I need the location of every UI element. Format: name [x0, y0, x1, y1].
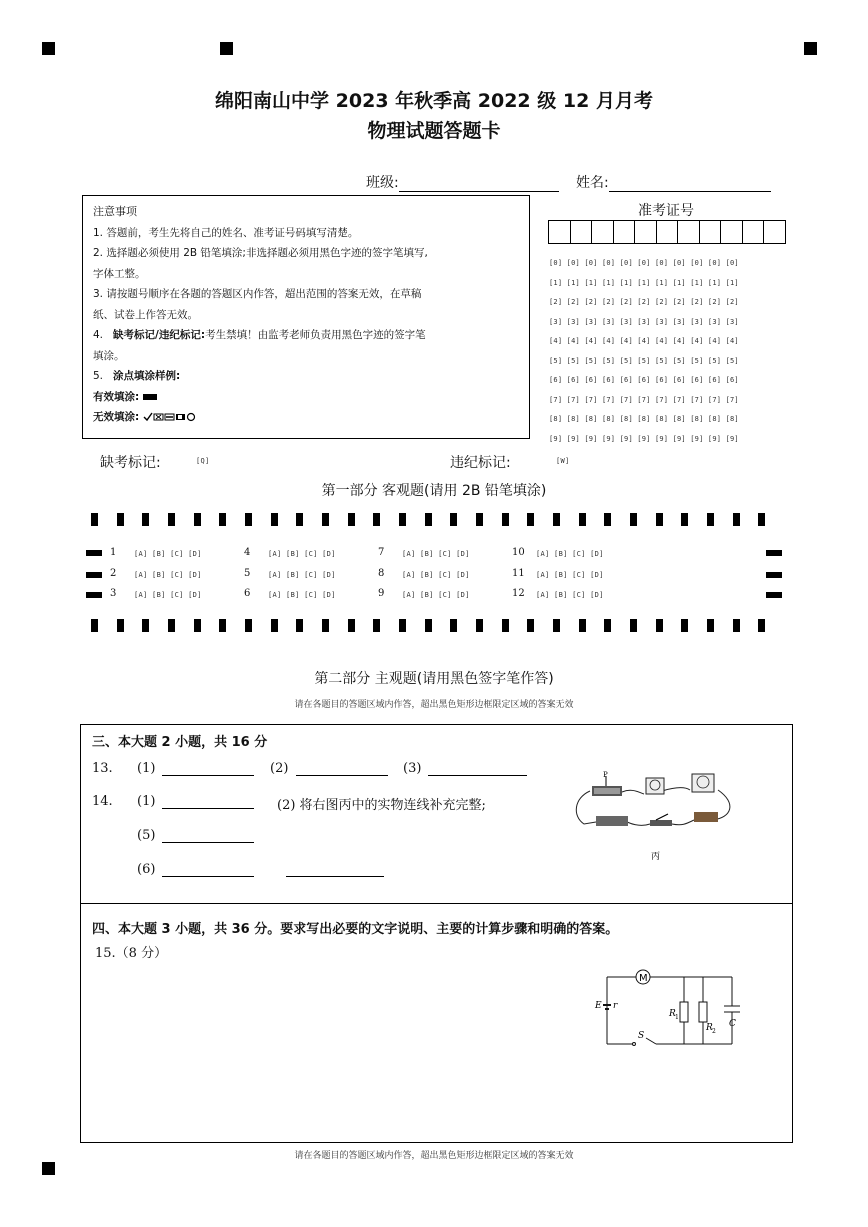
section3-heading: 三、本大题 2 小题，共 16 分	[92, 735, 268, 750]
timing-tick	[630, 619, 637, 632]
timing-tick	[91, 619, 98, 632]
q13-number: 13.	[92, 761, 113, 776]
q15-label: 15.（8 分）	[95, 946, 168, 961]
admission-bubble-grid[interactable]	[549, 259, 739, 454]
timing-tick	[502, 619, 509, 632]
timing-tick	[142, 513, 149, 526]
question-number: 10	[512, 547, 525, 558]
question-number: 1	[110, 547, 117, 558]
valid-fill-icon	[143, 394, 157, 400]
answer-options-q7[interactable]: [A] [B] [C] [D]	[402, 550, 470, 558]
exam-title: 绵阳南山中学 2023 年秋季高 2022 级 12 月月考	[215, 90, 653, 112]
question-number: 5	[244, 568, 251, 579]
timing-tick	[373, 619, 380, 632]
valid-fill-example: 有效填涂:	[93, 387, 519, 408]
digit-box[interactable]	[700, 221, 722, 243]
footer-note: 请在各题目的答题区域内作答，超出黑色矩形边框限定区域的答案无效	[294, 1151, 574, 1161]
q14-part6-label: (6)	[137, 862, 156, 877]
timing-tick	[168, 513, 175, 526]
timing-tick	[604, 513, 611, 526]
answer-options-q3[interactable]: [A] [B] [C] [D]	[134, 591, 202, 599]
timing-tick	[399, 619, 406, 632]
timing-tick	[733, 513, 740, 526]
row-marker-left	[86, 572, 102, 578]
answer-options-q2[interactable]: [A] [B] [C] [D]	[134, 571, 202, 579]
motor-icon	[636, 970, 650, 984]
question-number: 12	[512, 588, 525, 599]
part1-title: 第一部分 客观题(请用 2B 铅笔填涂)	[321, 483, 547, 499]
timing-tick	[245, 513, 252, 526]
digit-box[interactable]	[657, 221, 679, 243]
bubble-row-5[interactable]: [5] [5] [5] [5] [5] [5] [5] [5] [5] [5] [5]	[549, 356, 739, 365]
timing-tick	[681, 513, 688, 526]
digit-box[interactable]	[571, 221, 593, 243]
notice-item-2-cont: 字体工整。	[93, 267, 146, 280]
card-title: 物理试题答题卡	[367, 120, 501, 142]
answer-options-q11[interactable]: [A] [B] [C] [D]	[536, 571, 604, 579]
question-number: 2	[110, 568, 117, 579]
timing-tick	[117, 513, 124, 526]
notice-item-1: 1. 答题前，考生先将自己的姓名、准考证号码填写清楚。	[93, 226, 359, 239]
name-line[interactable]	[609, 177, 771, 192]
figure-label: 丙	[651, 852, 661, 862]
question-number: 6	[244, 588, 251, 599]
timing-tick	[527, 619, 534, 632]
q13-part2-label: (2)	[270, 761, 289, 776]
timing-tick	[733, 619, 740, 632]
timing-tick	[604, 619, 611, 632]
q14-part2-text: (2) 将右图丙中的实物连线补充完整;	[277, 798, 486, 813]
digit-box[interactable]	[614, 221, 636, 243]
question-number: 3	[110, 588, 117, 599]
notice-item-3-cont: 纸、试卷上作答无效。	[93, 308, 198, 321]
answer-options-q6[interactable]: [A] [B] [C] [D]	[268, 591, 336, 599]
registration-mark-top-center	[220, 42, 233, 55]
name-field[interactable]	[576, 172, 771, 192]
timing-tick	[322, 513, 329, 526]
violation-label: 违纪标记:	[450, 455, 511, 471]
timing-tick	[142, 619, 149, 632]
timing-tick	[348, 619, 355, 632]
question-number: 7	[378, 547, 385, 558]
answer-options-q10[interactable]: [A] [B] [C] [D]	[536, 550, 604, 558]
answer-options-q8[interactable]: [A] [B] [C] [D]	[402, 571, 470, 579]
timing-tick	[245, 619, 252, 632]
notice-item-5: 5. 涂点填涂样例:	[93, 370, 181, 382]
q13-part1-label: (1)	[137, 761, 156, 776]
bubble-row-9[interactable]: [9] [9] [9] [9] [9] [9] [9] [9] [9] [9] [9]	[549, 434, 739, 443]
switch-symbol	[633, 1043, 636, 1046]
timing-tick	[219, 513, 226, 526]
q13-part1-blank[interactable]	[162, 763, 254, 776]
bubble-row-7[interactable]: [7] [7] [7] [7] [7] [7] [7] [7] [7] [7] [7]	[549, 395, 739, 404]
timing-tick	[194, 513, 201, 526]
svg-text:M: M	[639, 973, 648, 984]
timing-tick	[296, 619, 303, 632]
circuit-diagram	[592, 966, 752, 1056]
notice-heading: 注意事项	[93, 205, 137, 218]
notice-item-4: 4. 缺考标记/违纪标记:考生禁填！由监考老师负责用黑色字迹的签字笔	[93, 329, 426, 341]
digit-box[interactable]	[764, 221, 785, 243]
timing-tick	[707, 619, 714, 632]
r2-subscript: 2	[712, 1028, 716, 1035]
timing-tick	[476, 619, 483, 632]
notice-item-3: 3. 请按题号顺序在各题的答题区内作答，超出范围的答案无效，在草稿	[93, 288, 422, 300]
timing-tick	[553, 619, 560, 632]
battery-icon	[596, 816, 628, 826]
admission-number-title: 准考证号	[638, 203, 694, 219]
timing-tick	[450, 619, 457, 632]
timing-tick	[194, 619, 201, 632]
timing-tick	[707, 513, 714, 526]
bubble-row-2[interactable]: [2] [2] [2] [2] [2] [2] [2] [2] [2] [2] [2]	[549, 298, 739, 306]
timing-tick	[373, 513, 380, 526]
timing-tick	[758, 513, 765, 526]
timing-tick	[656, 619, 663, 632]
timing-tick	[579, 513, 586, 526]
row-marker-right	[766, 572, 782, 578]
timing-tick	[476, 513, 483, 526]
timing-tick	[553, 513, 560, 526]
r2-label: R	[706, 1023, 713, 1033]
invalid-fill-example: 无效填涂:	[93, 407, 519, 428]
q14-part1-label: (1)	[137, 794, 156, 809]
digit-box[interactable]	[678, 221, 700, 243]
timing-tick	[348, 513, 355, 526]
q14-part6-blank[interactable]	[162, 864, 254, 877]
notice-item-2: 2. 选择题必须使用 2B 铅笔填涂;非选择题必须用黑色字迹的签字笔填写,	[93, 247, 428, 259]
timing-tick	[656, 513, 663, 526]
part2-note: 请在各题目的答题区域内作答，超出黑色矩形边框限定区域的答案无效	[294, 700, 574, 710]
admission-number-boxes[interactable]	[548, 220, 786, 244]
q14-number: 14.	[92, 794, 113, 809]
internal-r-label: r	[613, 1001, 618, 1011]
invalid-fill-icons	[143, 412, 203, 422]
bubble-row-0[interactable]: [0] [0] [0] [0] [0] [0] [0] [0] [0] [0] [0]	[549, 259, 739, 267]
switch-icon	[650, 820, 672, 826]
voltmeter-icon	[646, 778, 664, 794]
timing-tick	[219, 619, 226, 632]
timing-tick	[579, 619, 586, 632]
q14-part6-blank-2[interactable]	[286, 864, 384, 877]
bubble-row-1[interactable]: [1] [1] [1] [1] [1] [1] [1] [1] [1] [1] [1]	[549, 278, 739, 287]
q13-part3-blank[interactable]	[428, 763, 527, 776]
timing-tick	[630, 513, 637, 526]
answer-options-q1[interactable]: [A] [B] [C] [D]	[134, 550, 202, 558]
bubble-row-8[interactable]: [8] [8] [8] [8] [8] [8] [8] [8] [8] [8] [8]	[549, 415, 739, 423]
class-field[interactable]	[366, 172, 559, 192]
notice-box	[82, 195, 530, 439]
timing-tick	[450, 513, 457, 526]
r1-subscript: 1	[675, 1014, 679, 1021]
class-label: 班级:	[366, 175, 399, 191]
row-marker-right	[766, 592, 782, 598]
battery-symbol	[603, 1004, 611, 1006]
registration-mark-top-left	[42, 42, 55, 55]
timing-tick	[296, 513, 303, 526]
digit-box[interactable]	[743, 221, 765, 243]
answer-options-q4[interactable]: [A] [B] [C] [D]	[268, 550, 336, 558]
capacitor-label: C	[729, 1019, 736, 1029]
r1-label: R	[669, 1009, 676, 1019]
ammeter-icon	[692, 774, 714, 792]
timing-tick	[271, 513, 278, 526]
digit-box[interactable]	[592, 221, 614, 243]
question-number: 11	[512, 568, 525, 579]
timing-tick	[425, 619, 432, 632]
emf-label: E	[595, 1001, 602, 1011]
question-number: 8	[378, 568, 385, 579]
row-marker-right	[766, 550, 782, 556]
timing-tick	[271, 619, 278, 632]
question-number: 4	[244, 547, 251, 558]
q14-part5-blank[interactable]	[162, 830, 254, 843]
timing-tick	[117, 619, 124, 632]
timing-tick	[758, 619, 765, 632]
answer-options-q5[interactable]: [A] [B] [C] [D]	[268, 571, 336, 579]
resistor-r1-symbol	[680, 1002, 688, 1022]
q13-part3-label: (3)	[403, 761, 422, 776]
absent-bubble[interactable]: [Q]	[196, 457, 210, 465]
timing-tick	[168, 619, 175, 632]
section4-heading: 四、本大题 3 小题，共 36 分。要求写出必要的文字说明、主要的计算步骤和明确的答案。	[92, 922, 619, 937]
row-marker-left	[86, 550, 102, 556]
timing-tick	[425, 513, 432, 526]
digit-box[interactable]	[721, 221, 743, 243]
bubble-row-4[interactable]: [4] [4] [4] [4] [4] [4] [4] [4] [4] [4] [4]	[549, 337, 739, 345]
name-label: 姓名:	[576, 175, 609, 191]
bubble-row-3[interactable]: [3] [3] [3] [3] [3] [3] [3] [3] [3] [3] [3]	[549, 317, 739, 326]
apparatus-figure	[572, 768, 742, 868]
class-line[interactable]	[399, 177, 559, 192]
absent-label: 缺考标记:	[100, 455, 161, 471]
answer-options-q9[interactable]: [A] [B] [C] [D]	[402, 591, 470, 599]
slider-p-label: P	[603, 771, 608, 779]
timing-tick	[502, 513, 509, 526]
timing-tick	[322, 619, 329, 632]
timing-tick	[681, 619, 688, 632]
resistor-r2-symbol	[699, 1002, 707, 1022]
digit-box[interactable]	[635, 221, 657, 243]
row-marker-left	[86, 592, 102, 598]
digit-box[interactable]	[549, 221, 571, 243]
violation-bubble[interactable]: [W]	[556, 457, 570, 465]
answer-options-q12[interactable]: [A] [B] [C] [D]	[536, 591, 604, 599]
resistor-icon	[694, 812, 718, 822]
q14-part1-blank[interactable]	[162, 796, 254, 809]
question-number: 9	[378, 588, 385, 599]
notice-item-4-cont: 填涂。	[93, 349, 125, 362]
q13-part2-blank[interactable]	[296, 763, 388, 776]
timing-tick	[91, 513, 98, 526]
registration-mark-bottom-left	[42, 1162, 55, 1175]
q14-part5-label: (5)	[137, 828, 156, 843]
switch-label: S	[638, 1031, 645, 1041]
timing-tick	[527, 513, 534, 526]
timing-tick	[399, 513, 406, 526]
registration-mark-top-right	[804, 42, 817, 55]
bubble-row-6[interactable]: [6] [6] [6] [6] [6] [6] [6] [6] [6] [6] [6]	[549, 376, 739, 384]
part2-title: 第二部分 主观题(请用黑色签字笔作答)	[314, 671, 554, 687]
